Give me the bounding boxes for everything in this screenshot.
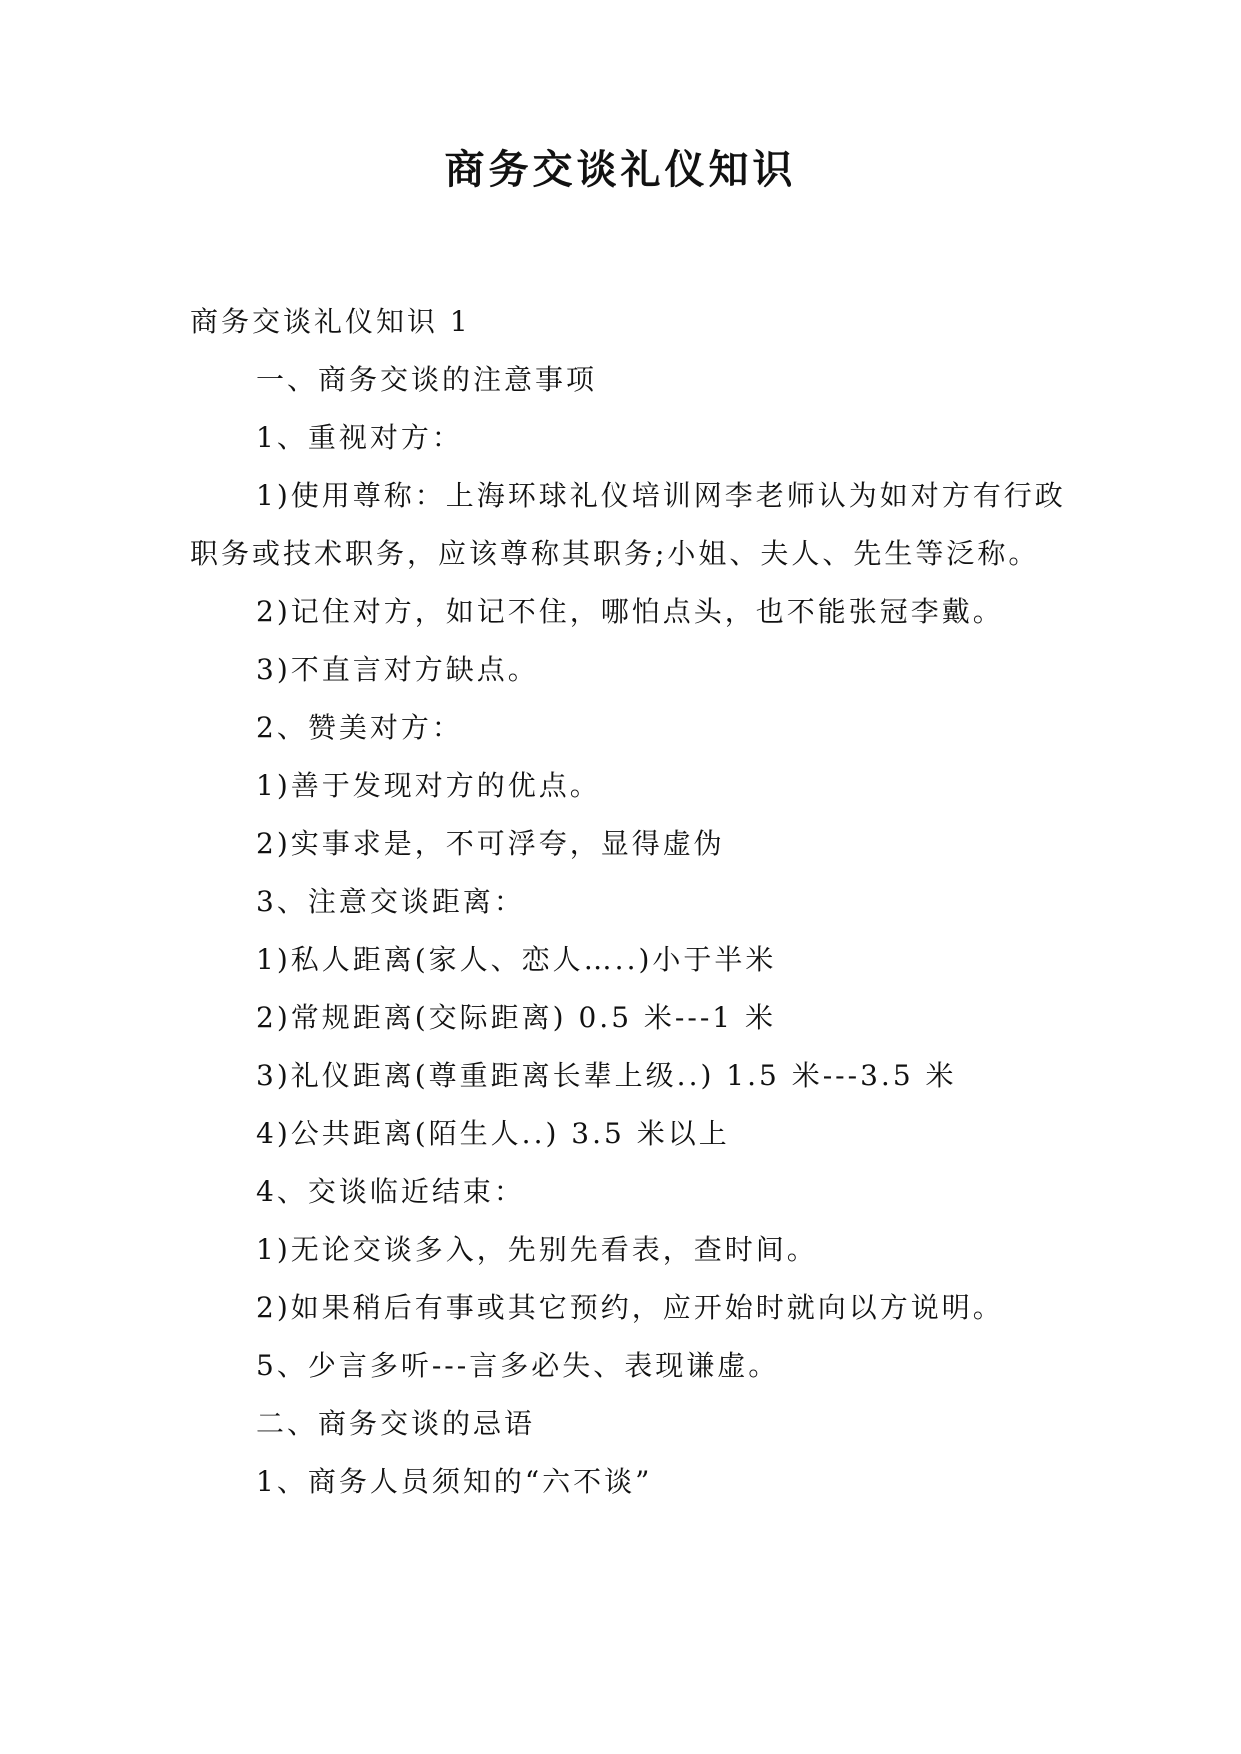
paragraph: 2)实事求是，不可浮夸，显得虚伪 — [256, 827, 725, 860]
paragraph: 1、重视对方： — [256, 421, 463, 454]
section-heading: 商务交谈礼仪知识 1 — [190, 305, 471, 338]
paragraph: 一、商务交谈的注意事项 — [256, 363, 598, 396]
document-title: 商务交谈礼仪知识 — [444, 146, 797, 193]
document-body — [190, 293, 1070, 1511]
paragraph: 2)常规距离(交际距离) 0.5 米---1 米 — [256, 1001, 777, 1034]
paragraph: 1)使用尊称：上海环球礼仪培训网李老师认为如对方有行政职务或技术职务，应该尊称其职务;小姐、夫人、先生等泛称。 — [190, 479, 1066, 570]
paragraph: 3、注意交谈距离： — [256, 885, 525, 918]
paragraph: 4)公共距离(陌生人..) 3.5 米以上 — [256, 1117, 730, 1150]
paragraph: 2)记住对方，如记不住，哪怕点头，也不能张冠李戴。 — [256, 595, 1004, 628]
paragraph: 1)私人距离(家人、恋人…..)小于半米 — [256, 943, 777, 976]
paragraph: 3)不直言对方缺点。 — [256, 653, 539, 686]
paragraph: 1)无论交谈多入，先别先看表，查时间。 — [256, 1233, 818, 1266]
paragraph: 2)如果稍后有事或其它预约，应开始时就向以方说明。 — [256, 1291, 1004, 1324]
paragraph: 3)礼仪距离(尊重距离长辈上级..) 1.5 米---3.5 米 — [256, 1059, 957, 1092]
paragraph: 5、少言多听---言多必失、表现谦虚。 — [256, 1349, 780, 1382]
paragraph: 2、赞美对方： — [256, 711, 463, 744]
paragraph: 1、商务人员须知的“六不谈” — [256, 1465, 653, 1498]
paragraph: 二、商务交谈的忌语 — [256, 1407, 536, 1440]
paragraph: 4、交谈临近结束： — [256, 1175, 525, 1208]
paragraph: 1)善于发现对方的优点。 — [256, 769, 601, 802]
